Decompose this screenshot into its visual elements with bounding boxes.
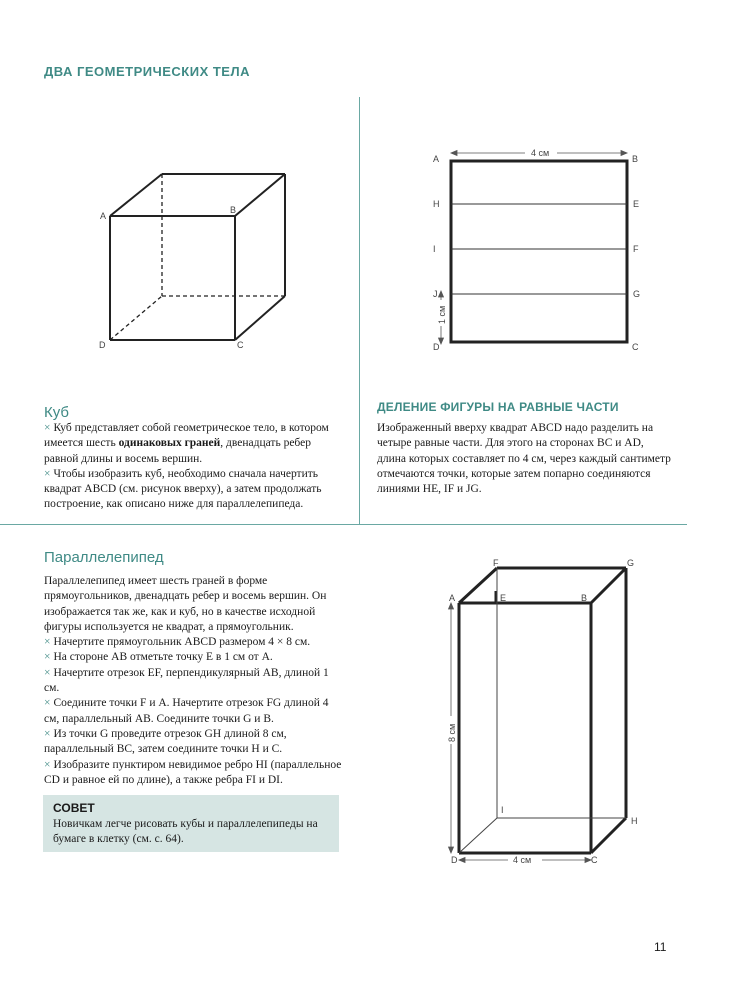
- tip-text: Новичкам легче рисовать кубы и параллелепипеды на бумаге в клетку (см. с. 64).: [53, 818, 318, 845]
- parallelepiped-step-2: На стороне AB отметьте точку E в 1 см от A.: [53, 651, 273, 664]
- parallelepiped-label-a: A: [449, 593, 456, 603]
- parallelepiped-label-i: I: [501, 805, 504, 815]
- parallelepiped-step-4: Соедините точки F и A. Начертите отрезок FG длиной 4 см, параллельный AB. Соедините точки G и B.: [44, 697, 329, 725]
- bullet-icon: ×: [44, 636, 51, 649]
- division-label-c: C: [632, 342, 639, 352]
- division-label-e: E: [633, 199, 640, 209]
- page-number: 11: [654, 940, 667, 954]
- parallelepiped-width-label: 4 см: [513, 855, 532, 865]
- cube-p1-bold: одинаковых граней: [118, 437, 221, 450]
- cube-p2: Чтобы изобразить куб, необходимо сначала начертить квадрат ABCD (см. рисунок вверху), а затем продолжать построение, как описано ниже для параллелепипеда.: [44, 467, 322, 511]
- division-title: ДЕЛЕНИЕ ФИГУРЫ НА РАВНЫЕ ЧАСТИ: [377, 400, 619, 414]
- parallelepiped-title: Параллелепипед: [44, 549, 164, 566]
- parallelepiped-label-e: E: [500, 593, 507, 603]
- parallelepiped-height-label: 8 см: [447, 723, 457, 742]
- bullet-icon: ×: [44, 697, 51, 710]
- cube-label-d: D: [99, 340, 106, 350]
- bullet-icon: ×: [44, 727, 51, 740]
- parallelepiped-intro: Параллелепипед имеет шесть граней в форме прямоугольников, двенадцать ребер и восемь вершин. Он изображается так же, как и куб, но в качестве исходной фигуры используется не квадрат, а прямоугольник.: [44, 575, 327, 633]
- parallelepiped-step-6: Изобразите пунктиром невидимое ребро HI (параллельное CD и равное ей по длине), а также ребра FI и DI.: [44, 758, 342, 786]
- division-label-d: D: [433, 342, 440, 352]
- section-title: ДВА ГЕОМЕТРИЧЕСКИХ ТЕЛА: [44, 64, 250, 79]
- division-width-label: 4 см: [531, 148, 550, 158]
- division-label-h: H: [433, 199, 440, 209]
- parallelepiped-step-5: Из точки G проведите отрезок GH длиной 8 см, параллельный BC, затем соедините точки H и C.: [44, 727, 287, 756]
- tip-title: СОВЕТ: [53, 801, 95, 815]
- parallelepiped-step-1: Начертите прямоугольник ABCD размером 4 × 8 см.: [53, 636, 311, 649]
- division-label-a: A: [433, 154, 440, 164]
- bullet-icon: ×: [44, 651, 51, 664]
- cube-title: Куб: [44, 404, 69, 421]
- parallelepiped-label-h: H: [631, 816, 638, 826]
- parallelepiped-label-c: C: [591, 855, 598, 865]
- parallelepiped-step-3: Начертите отрезок EF, перпендикулярный AB, длиной 1 см.: [44, 666, 329, 695]
- cube-p1-b: , двенадцать ребер равной длины и восемь вершин.: [44, 437, 311, 465]
- bullet-icon: ×: [44, 467, 51, 480]
- division-label-b: B: [632, 154, 639, 164]
- division-text: Изображенный вверху квадрат ABCD надо разделить на четыре равные части. Для этого на сторонах BC и AD, длина которых составляет по 4 см, через каждый сантиметр отмечаются точки, которые затем попарно соединяются линиями HE, IF и JG.: [377, 422, 671, 496]
- bullet-icon: ×: [44, 758, 51, 771]
- parallelepiped-label-g: G: [627, 558, 635, 568]
- parallelepiped-label-f: F: [493, 558, 499, 568]
- parallelepiped-label-d: D: [451, 855, 458, 865]
- division-label-g: G: [633, 289, 641, 299]
- bullet-icon: ×: [44, 422, 51, 434]
- division-label-j: J: [433, 289, 438, 299]
- cube-label-c: C: [237, 340, 244, 350]
- division-step-label: 1 см: [437, 305, 447, 324]
- cube-label-b: B: [230, 205, 237, 215]
- division-label-i: I: [433, 244, 436, 254]
- bullet-icon: ×: [44, 666, 51, 679]
- division-label-f: F: [633, 244, 639, 254]
- cube-label-a: A: [100, 211, 107, 221]
- parallelepiped-label-b: B: [581, 593, 588, 603]
- cube-p1-a: Куб представляет собой геометрическое тело, в котором имеется шесть: [44, 422, 329, 450]
